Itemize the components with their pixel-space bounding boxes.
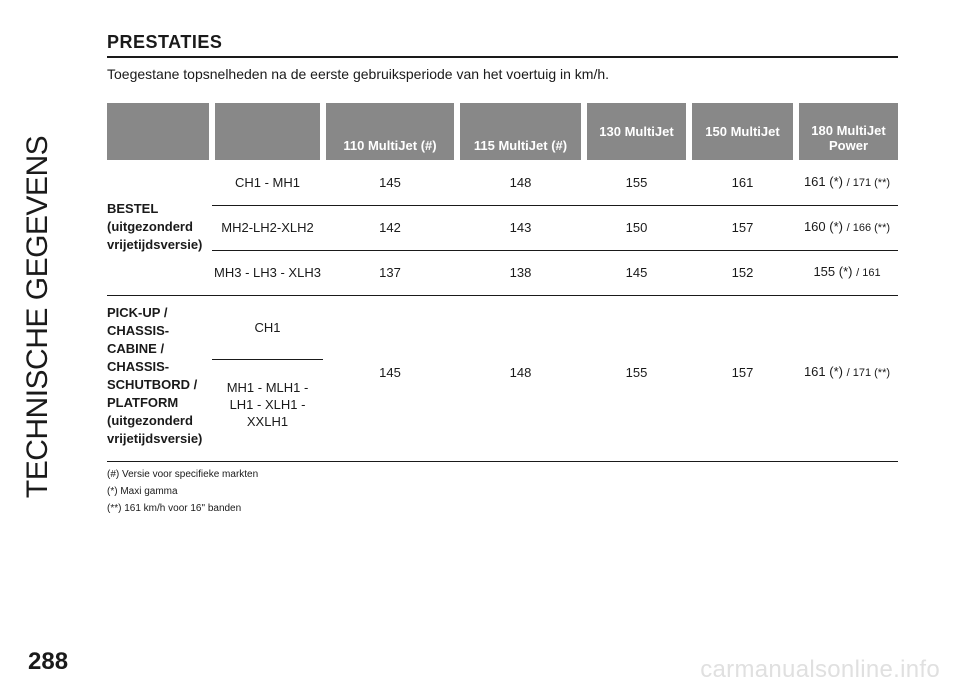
footnotes [107, 466, 258, 517]
value-note: / 166 (**) [846, 222, 891, 234]
performance-table [107, 103, 898, 450]
version-cell: MH3 - LH3 - XLH3 [212, 250, 323, 295]
value-cell: 142 [323, 205, 457, 250]
header-cell-115: 115 MultiJet (#) [457, 103, 584, 160]
footnote: (#) Versie voor specifieke markten [107, 469, 259, 480]
table-header-row [107, 103, 898, 160]
value-cell-180 [796, 160, 898, 205]
value-cell-180 [796, 250, 898, 295]
table-row [107, 205, 898, 250]
version-cell: CH1 - MH1 [212, 160, 323, 205]
value-note: / 171 (**) [846, 367, 891, 379]
value-cell: 157 [689, 205, 796, 250]
version-cell: CH1 [212, 295, 323, 359]
value-main: 160 (*) [803, 219, 843, 234]
chapter-side-title [18, 135, 58, 499]
value-note: / 161 [856, 267, 881, 279]
table-row [107, 160, 898, 205]
header-cell-version [212, 103, 323, 160]
value-cell: 148 [509, 365, 532, 380]
value-cell: 145 [323, 160, 457, 205]
value-cell-180 [796, 295, 898, 450]
value-main: 161 (*) [803, 173, 843, 189]
version-cell: MH2-LH2-XLH2 [212, 205, 323, 250]
value-main: 161 (*) [803, 364, 843, 379]
value-main: 155 (*) [813, 264, 853, 279]
intro-text: Toegestane topsnelheden na de eerste gebruiksperiode van het voertuig in km/h. [107, 66, 610, 82]
value-cell: 137 [323, 250, 457, 295]
value-cell: 161 [689, 160, 796, 205]
value-cell-180 [796, 205, 898, 250]
header-cell-150: 150 MultiJet [689, 103, 796, 160]
value-cell: 157 [731, 365, 754, 380]
value-cell: 152 [689, 250, 796, 295]
value-cell: 138 [457, 250, 584, 295]
header-cell-110: 110 MultiJet (#) [323, 103, 457, 160]
value-cell: 143 [457, 205, 584, 250]
value-cell: 145 [584, 250, 689, 295]
page-number: 288 [28, 648, 69, 675]
watermark: carmanualsonline.info [700, 656, 940, 683]
value-cell: 145 [379, 365, 401, 380]
header-cell-130: 130 MultiJet [584, 103, 689, 160]
value-cell: 150 [584, 205, 689, 250]
chapter-title-text: TECHNISCHE GEGEVENS [21, 135, 55, 499]
value-cell: 148 [457, 160, 584, 205]
group-label-bestel: BESTEL (uitgezonderd vrijetijdsversie) [107, 160, 212, 295]
header-cell-180: 180 MultiJet Power [796, 103, 898, 160]
footnote: (**) 161 km/h voor 16" banden [107, 503, 242, 514]
version-cell: MH1 - MLH1 - LH1 - XLH1 - XXLH1 [226, 380, 309, 430]
value-cell: 155 [625, 365, 648, 380]
table-row [107, 250, 898, 295]
table-row [107, 295, 898, 359]
header-cell-group [107, 103, 212, 160]
section-title: PRESTATIES [107, 32, 898, 58]
footnote-divider [107, 461, 898, 462]
footnote: (*) Maxi gamma [107, 486, 178, 497]
group-label-pickup: PICK-UP / CHASSIS-CABINE / CHASSIS-SCHUTBORD / PLATFORM (uitgezonderd vrijetijdsversie) [107, 304, 203, 446]
value-note: / 171 (**) [846, 176, 891, 189]
value-cell: 155 [584, 160, 689, 205]
